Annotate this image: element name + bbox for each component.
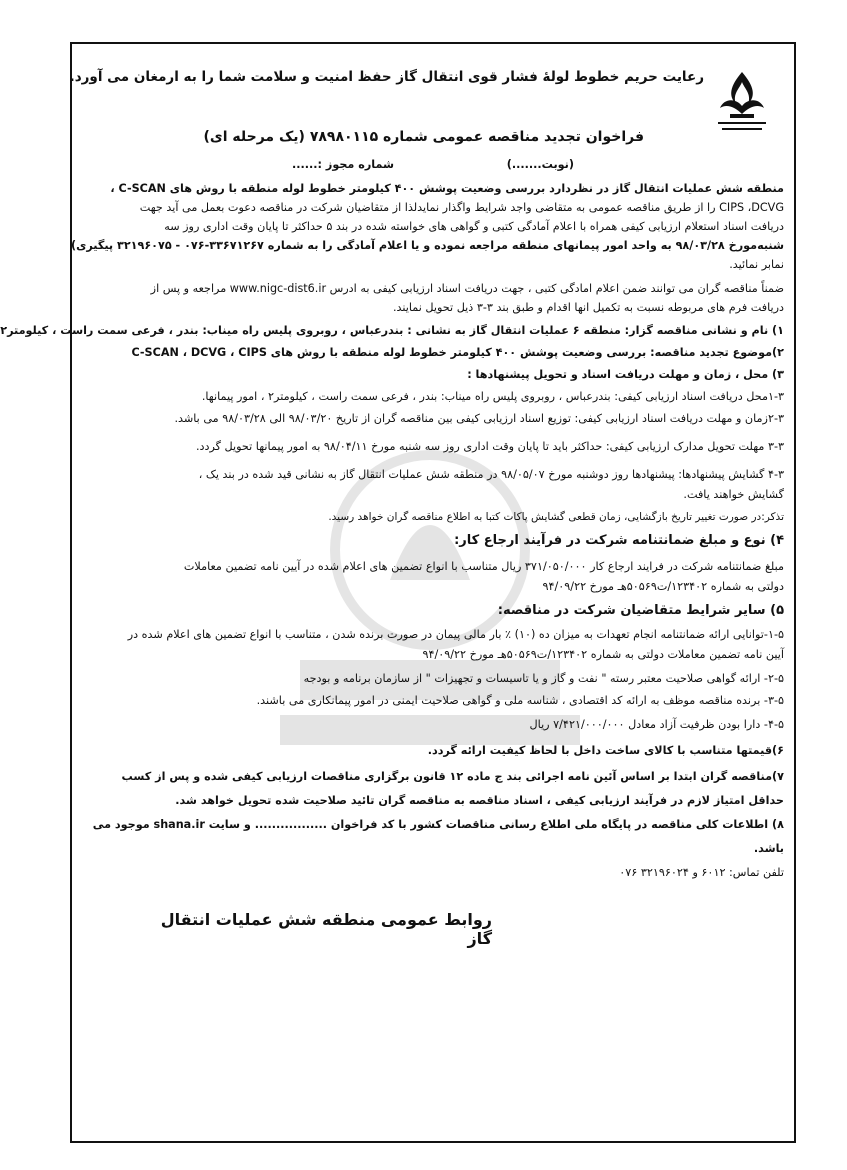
section-3-item-3: ۳-۳ مهلت تحویل مدارک ارزیابی کیفی: حداکثر باید تا پایان وقت اداری روز سه شنبه مورخ ۹۸/۰۴/۱۱ به امور پیمانها تحویل گردد. — [195, 440, 784, 453]
intro-line-2: CIPS ،DCVG را از طریق مناقصه عمومی به متقاضی واجد شرایط واگذار نمایدلذا از متقاضیان شرکت در مناقصه دعوت بعمل می آید جهت — [139, 201, 784, 214]
section-3-item-4a: ۴-۳ گشایش پیشنهادها: پیشنهادها روز دوشنبه مورخ ۹۸/۰۵/۰۷ در منطقه شش عملیات انتقال گاز به نشانی قید شده در بند یک ، — [198, 468, 784, 481]
zemnan-line-1: ضمناً مناقصه گران می توانند ضمن اعلام امادگی کتبی ، جهت دریافت اسناد ارزیابی کیفی به ادرس www.nigc-dist6.ir مراجعه و پس از — [150, 282, 784, 295]
section-8-line-1: ۸) اطلاعات کلی مناقصه در پایگاه ملی اطلاع رسانی مناقصات کشور با کد فراخوان ................. و سایت shana.ir موجود می — [92, 818, 784, 831]
phone-line: تلفن تماس: ۶۰۱۲ و ۳۲۱۹۶۰۲۴ ۰۷۶ — [619, 866, 784, 879]
section-6: ۶)قیمتها متناسب با کالای ساخت داخل با لحاظ کیفیت ارائه گردد. — [427, 744, 784, 757]
section-8-line-2: باشد. — [753, 842, 784, 855]
intro-line-1: منطقه شش عملیات انتقال گاز در نظردارد بررسی وضعیت پوشش ۴۰۰ کیلومتر خطوط لوله منطقه با روش های C-SCAN ، — [110, 182, 784, 195]
zemnan-line-2: دریافت فرم های مربوطه نسبت به تکمیل انها اقدام و طبق بند ۳-۳ ذیل تحویل نمایند. — [392, 301, 784, 314]
section-5-item-1b: آیین نامه تضمین معاملات دولتی به شماره ۱۲۳۴۰۲/ت۵۰۵۶۹هـ مورخ ۹۴/۰۹/۲۲ — [422, 648, 784, 661]
section-3-item-1: ۱-۳محل دریافت اسناد ارزیابی کیفی: بندرعباس ، روبروی پلیس راه میناب: بندر ، فرعی سمت راست ، کیلومتر۲ ، امور پیمانها. — [201, 390, 784, 403]
intro-line-3: دریافت اسناد استعلام ارزیابی کیفی همراه با اعلام آمادگی کتبی و گواهی های خواسته شده در بند ۵ حداکثر تا پایان وقت اداری روز سه — [164, 220, 784, 233]
section-4-line-2: دولتی به شماره ۱۲۳۴۰۲/ت۵۰۵۶۹هـ مورخ ۹۴/۰۹/۲۲ — [542, 580, 784, 593]
signature: روابط عمومی منطقه شش عملیات انتقال گاز — [160, 910, 492, 948]
section-5-item-3: ۳-۵- برنده مناقصه موظف به ارائه کد اقتصادی ، شناسه ملی و گواهی صلاحیت ایمنی در امور پیمانکاری می باشند. — [256, 694, 784, 707]
nigc-logo-icon — [710, 68, 774, 138]
section-5-title: ۵) سایر شرایط متقاضیان شرکت در مناقصه: — [497, 603, 784, 618]
section-3-item-2: ۲-۳زمان و مهلت دریافت اسناد ارزیابی کیفی: توزیع اسناد ارزیابی کیفی بین مناقصه گران از تاریخ ۹۸/۰۳/۲۰ الی ۹۸/۰۳/۲۸ می باشد. — [174, 412, 784, 425]
mojavez-label: شماره مجوز :...... — [292, 158, 394, 171]
section-3-note: تذکر:در صورت تغییر تاریخ بازگشایی، زمان قطعی گشایش پاکات کتبا به اطلاع مناقصه گران خواهد رسید. — [328, 511, 784, 523]
section-3-item-4b: گشایش خواهند یافت. — [683, 488, 784, 501]
section-5-item-4: ۴-۵- دارا بودن ظرفیت آزاد معادل ۷/۴۲۱/۰۰۰/۰۰۰ ریال — [529, 718, 784, 731]
section-5-item-1a: ۱-۵-توانایی ارائه ضمانتنامه انجام تعهدات به میزان ده (۱۰) ٪ بار مالی پیمان در صورت برنده شدن ، متناسب با انواع تضمین های اعلام شده در — [127, 628, 784, 641]
section-1: ۱) نام و نشانی مناقصه گزار: منطقه ۶ عملیات انتقال گاز به نشانی : بندرعباس ، روبروی پلیس راه میناب: بندر ، فرعی سمت راست ، کیلومتر۲ — [0, 324, 784, 337]
section-5-item-2: ۲-۵- ارائه گواهی صلاحیت معتبر رسته " نفت و گاز و یا تاسیسات و تجهیزات " از سازمان برنامه و بودجه — [303, 672, 784, 685]
section-7-line-2: حداقل امتیاز لازم در فرآیند ارزیابی کیفی ، اسناد مناقصه به مناقصه گران تائید صلاحیت شده تحویل خواهد شد. — [175, 794, 784, 807]
section-4-line-1: مبلغ ضمانتنامه شرکت در فرایند ارجاع کار ۳۷۱/۰۵۰/۰۰۰ ریال متناسب با انواع تضمین های اعلام شده در آیین نامه تضمین معاملات — [183, 560, 784, 573]
intro-line-4: شنبه‌مورخ ۹۸/۰۳/۲۸ به واحد امور پیمانهای منطقه مراجعه نموده و یا اعلام آمادگی را به شماره ۳۳۶۷۱۲۶۷-۰۷۶ - ۳۲۱۹۶۰۷۵ پیگیری) — [70, 239, 784, 252]
section-7-line-1: ۷)مناقصه گران ابتدا بر اساس آئین نامه اجرائی بند ج ماده ۱۲ قانون برگزاری مناقصات ارزیابی کیفی شده و پس از کسب — [121, 770, 784, 783]
section-3-title: ۳) محل ، زمان و مهلت دریافت اسناد و تحویل پیشنهادها : — [467, 368, 784, 381]
slogan: رعایت حریم خطوط لولۀ فشار قوی انتقال گاز حفظ امنیت و سلامت شما را به ارمغان می آورد. — [69, 69, 704, 85]
nobat-label: (نوبت.......) — [506, 158, 574, 171]
document-body — [0, 52, 784, 1137]
intro-line-5: نمابر نمائید. — [729, 258, 784, 271]
section-2: ۲)موضوع تجدید مناقصه: بررسی وضعیت پوشش ۴۰۰ کیلومتر خطوط لوله منطقه با روش های C-SCAN ، DCVG ، CIPS — [131, 346, 784, 359]
page-title: فراخوان تجدید مناقصه عمومی شماره ۷۸۹۸۰۱۱۵ (یک مرحله ای) — [203, 129, 644, 145]
section-4-title: ۴) نوع و مبلغ ضمانتنامه شرکت در فرآیند ارجاع کار: — [454, 533, 784, 548]
